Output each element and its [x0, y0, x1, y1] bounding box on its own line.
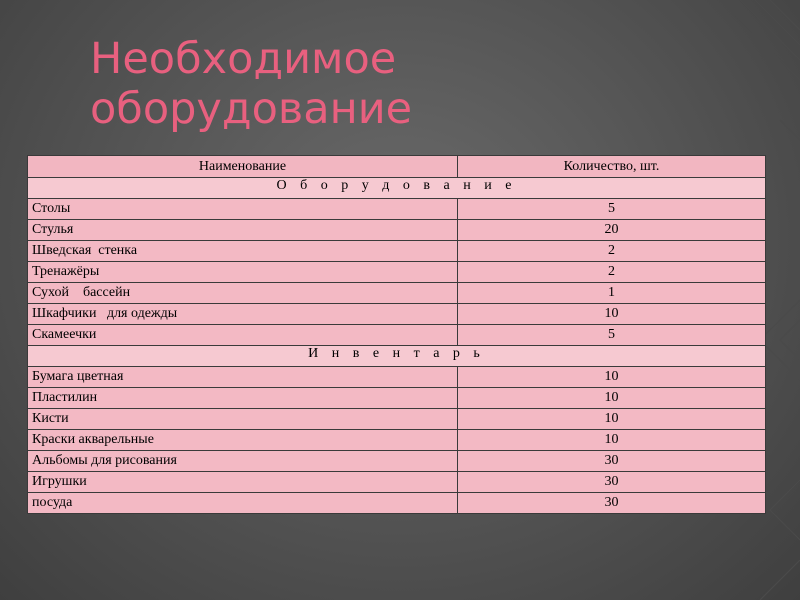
title-line-1: Необходимое	[90, 34, 397, 84]
item-quantity: 30	[458, 472, 766, 493]
table-row	[28, 199, 766, 220]
item-name: Кисти	[28, 409, 458, 430]
item-name: Тренажёры	[28, 262, 458, 283]
table-row	[28, 451, 766, 472]
table-row	[28, 430, 766, 451]
item-quantity: 10	[458, 304, 766, 325]
section-row	[28, 178, 766, 199]
item-quantity: 1	[458, 283, 766, 304]
table-header-row	[28, 156, 766, 178]
item-name: Краски акварельные	[28, 430, 458, 451]
title-line-2: оборудование	[90, 84, 413, 134]
item-name: Пластилин	[28, 388, 458, 409]
item-quantity: 20	[458, 220, 766, 241]
table-row	[28, 472, 766, 493]
item-quantity: 10	[458, 430, 766, 451]
item-name: Бумага цветная	[28, 367, 458, 388]
item-name: Столы	[28, 199, 458, 220]
item-quantity: 10	[458, 388, 766, 409]
item-name: Шкафчики для одежды	[28, 304, 458, 325]
equipment-table	[27, 155, 766, 514]
item-quantity: 2	[458, 241, 766, 262]
item-quantity: 10	[458, 409, 766, 430]
table-row	[28, 304, 766, 325]
item-name: Игрушки	[28, 472, 458, 493]
item-quantity: 30	[458, 451, 766, 472]
table-row	[28, 262, 766, 283]
item-name: Шведская стенка	[28, 241, 458, 262]
section-label: О б о р у д о в а н и е	[28, 178, 766, 199]
item-quantity: 10	[458, 367, 766, 388]
table-row	[28, 493, 766, 514]
header-name: Наименование	[28, 156, 458, 178]
table-row	[28, 241, 766, 262]
item-quantity: 5	[458, 199, 766, 220]
item-quantity: 2	[458, 262, 766, 283]
item-name: посуда	[28, 493, 458, 514]
table-row	[28, 220, 766, 241]
table-row	[28, 409, 766, 430]
table-row	[28, 367, 766, 388]
slide-title	[90, 34, 730, 134]
table-row	[28, 388, 766, 409]
table-row	[28, 283, 766, 304]
item-name: Скамеечки	[28, 325, 458, 346]
table-row	[28, 325, 766, 346]
item-name: Сухой бассейн	[28, 283, 458, 304]
item-quantity: 30	[458, 493, 766, 514]
item-name: Стулья	[28, 220, 458, 241]
item-quantity: 5	[458, 325, 766, 346]
section-label: И н в е н т а р ь	[28, 346, 766, 367]
section-row	[28, 346, 766, 367]
item-name: Альбомы для рисования	[28, 451, 458, 472]
table-body	[28, 178, 766, 514]
header-quantity: Количество, шт.	[458, 156, 766, 178]
